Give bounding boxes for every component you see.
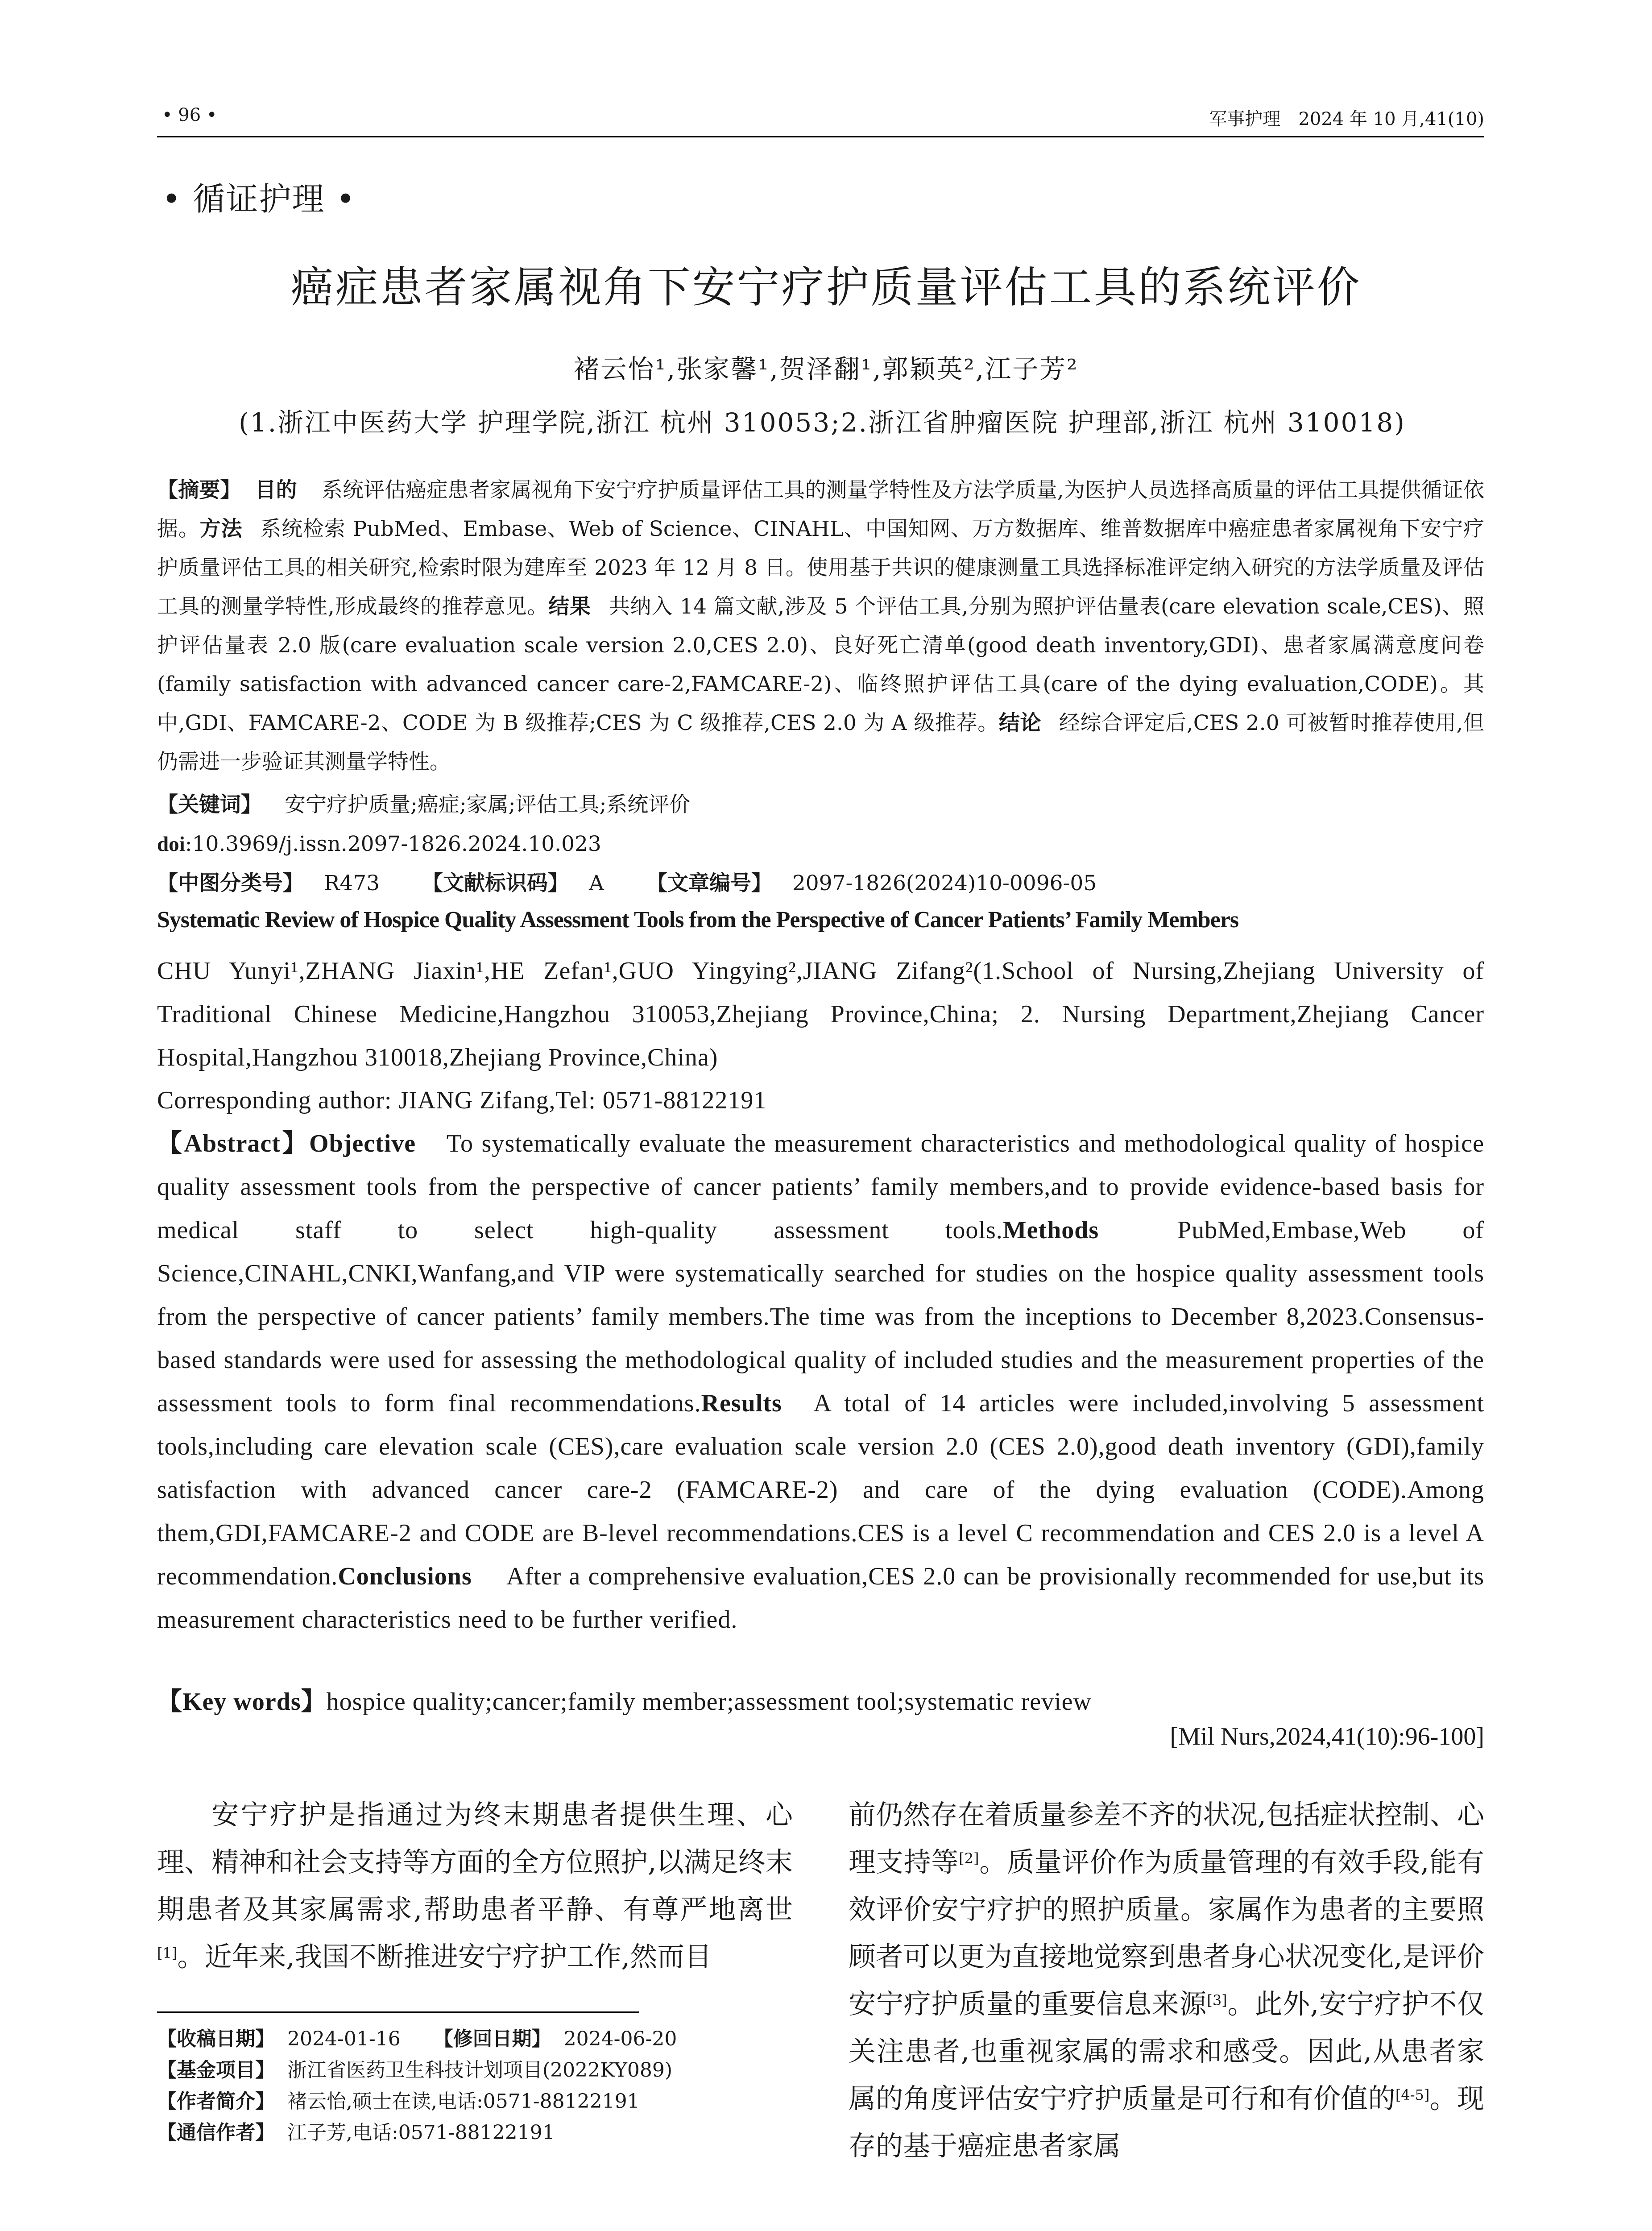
abstract-en-conclusions-label: Conclusions: [338, 1563, 472, 1590]
footnote-fund: [157, 2055, 826, 2086]
footnote-corresponding: [157, 2117, 826, 2148]
received-label: 【收稿日期】: [157, 2028, 275, 2050]
abstract-en-objective: To systematically evaluate the measurement characteristics and methodological quality of hospice quality assessment tools from the perspective of cancer patients’ family members,and to provide evidence-based basis for medical staff to select high-quality assessment tools.: [157, 1130, 1485, 1244]
author-bio-text: 褚云怡,硕士在读,电话:0571-88122191: [287, 2090, 640, 2113]
body-right-text-4: 。现存的基于癌症患者家属: [849, 2083, 1484, 2162]
footnote-dates: [157, 2024, 826, 2055]
abstract-cn-methods-label: 方法: [199, 517, 243, 541]
article-no-value: 2097-1826(2024)10-0096-05: [792, 871, 1097, 896]
corresponding-label: 【通信作者】: [157, 2121, 275, 2144]
fund-label: 【基金项目】: [157, 2059, 275, 2082]
footnote-author: [157, 2086, 826, 2117]
keywords-en-text: hospice quality;cancer;family member;assessment tool;systematic review: [326, 1688, 1092, 1716]
article-no-label: 【文章编号】: [646, 871, 772, 896]
reference-marker: [1]: [157, 1945, 178, 1961]
footnote-rule: [157, 2011, 639, 2013]
corresponding-text: 江子芳,电话:0571-88122191: [287, 2121, 555, 2144]
abstract-cn: [157, 471, 1484, 781]
revised-label: 【修回日期】: [433, 2028, 551, 2050]
doi-value: :10.3969/j.issn.2097-1826.2024.10.023: [185, 832, 601, 856]
body-right-text-3: 。此外,安宁疗护不仅关注患者,也重视家属的需求和感受。因此,从患者家属的角度评估安宁疗护质量是可行和有价值的: [849, 1988, 1484, 2115]
doi-label: doi: [157, 833, 185, 856]
abstract-en-results-label: Results: [701, 1389, 782, 1417]
revised-date: 2024-06-20: [563, 2028, 677, 2050]
abstract-cn-results-label: 结果: [548, 594, 591, 619]
corresponding-en: Corresponding author: JIANG Zifang,Tel: 0571-88122191: [157, 1086, 767, 1114]
page-number: • 96 •: [162, 105, 217, 125]
abstract-cn-conclusion: 经综合评定后,CES 2.0 可被暂时推荐使用,但仍需进一步验证其测量学特性。: [157, 711, 1484, 774]
clc-label: 【中图分类号】: [157, 871, 304, 896]
body-left-text-2: 。近年来,我国不断推进安宁疗护工作,然而目: [177, 1941, 712, 1973]
authors-en: CHU Yunyi¹,ZHANG Jiaxin¹,HE Zefan¹,GUO Yingying²,JIANG Zifang²(1.School of Nursing,Zhejiang University of Traditional Chinese Medicine,Hangzhou 310053,Zhejiang Province,China; 2. Nursing Department,Zhejiang Cancer Hospital,Hangzhou 310018,Zhejiang Province,China): [157, 957, 1484, 1071]
keywords-cn-text: 安宁疗护质量;癌症;家属;评估工具;系统评价: [284, 792, 691, 817]
abstract-en-results: A total of 14 articles were included,involving 5 assessment tools,including care elevation scale (CES),care evaluation scale version 2.0 (CES 2.0),good death inventory (GDI),family satisfaction with advanced cancer care-2 (FAMCARE-2) and care of the dying evaluation (CODE).Among them,GDI,FAMCARE-2 and CODE are B-level recommendations.CES is a level C recommendation and CES 2.0 is a level A recommendation.: [157, 1389, 1485, 1590]
header-rule: [157, 136, 1484, 137]
abstract-en-objective-label: Objective: [309, 1130, 416, 1157]
reference-marker: [3]: [1207, 1992, 1227, 2009]
keywords-cn: [157, 785, 1484, 824]
keywords-en-label: 【Key words】: [157, 1688, 327, 1716]
affiliations-cn: (1.浙江中医药大学 护理学院,浙江 杭州 310053;2.浙江省肿瘤医院 护理部,浙江 杭州 310018): [239, 407, 1406, 438]
body-paragraph: [849, 1791, 1484, 2170]
body-left-text-1: 安宁疗护是指通过为终末期患者提供生理、心理、精神和社会支持等方面的全方位照护,以满足终末期患者及其家属需求,帮助患者平静、有尊严地离世: [157, 1799, 793, 1925]
body-paragraph: [157, 1791, 793, 1981]
abstract-cn-objective-label: 目的: [255, 478, 297, 502]
article-title-cn: 癌症患者家属视角下安宁疗护质量评估工具的系统评价: [290, 262, 1362, 312]
keywords-cn-label: 【关键词】: [157, 792, 262, 817]
doc-code-label: 【文献标识码】: [422, 871, 569, 896]
article-title-en: Systematic Review of Hospice Quality Assessment Tools from the Perspective of Cancer Patients’ Family Members: [157, 907, 1239, 933]
footnotes: [157, 2024, 826, 2148]
abstract-en: [157, 1122, 1484, 1642]
doc-code-value: A: [588, 871, 604, 896]
authors-cn: 褚云怡¹,张家馨¹,贺泽翻¹,郭颖英²,江子芳²: [573, 354, 1079, 384]
abstract-cn-methods: 系统检索 PubMed、Embase、Web of Science、CINAHL、中国知网、万方数据库、维普数据库中癌症患者家属视角下安宁疗护质量评估工具的相关研究,检索时限为建库至 2023 年 12 月 8 日。使用基于共识的健康测量工具选择标准评定纳入研究的方法学质量及评估工具的测量学特性,形成最终的推荐意见。: [157, 517, 1485, 619]
fund-text: 浙江省医药卫生科技计划项目(2022KY089): [287, 2059, 673, 2082]
reference-marker: [2]: [959, 1850, 979, 1867]
abstract-cn-objective: 系统评估癌症患者家属视角下安宁疗护质量评估工具的测量学特性及方法学质量,为医护人员选择高质量的评估工具提供循证依据。: [157, 478, 1485, 541]
received-date: 2024-01-16: [287, 2028, 401, 2050]
author-bio-label: 【作者简介】: [157, 2090, 275, 2113]
abstract-en-conclusions: After a comprehensive evaluation,CES 2.0 can be provisionally recommended for use,but its measurement characteristics need to be further verified.: [157, 1563, 1485, 1634]
section-tag: • 循证护理 •: [162, 180, 356, 218]
clc-value: R473: [323, 871, 380, 896]
abstract-en-label: 【Abstract】: [157, 1130, 310, 1157]
keywords-en: [157, 1680, 1484, 1724]
abstract-en-methods: PubMed,Embase,Web of Science,CINAHL,CNKI,Wanfang,and VIP were systematically searched for studies on the hospice quality assessment tools from the perspective of cancer patients’ family members.The time was from the inceptions to December 8,2023.Consensus-based standards were used for assessing the methodological quality of included studies and the measurement properties of the assessment tools to form final recommendations.: [157, 1216, 1485, 1417]
abstract-cn-results: 共纳入 14 篇文献,涉及 5 个评估工具,分别为照护评估量表(care elevation scale,CES)、照护评估量表 2.0 版(care evaluation scale version 2.0,CES 2.0)、良好死亡清单(good death inventory,GDI)、患者家属满意度问卷(family satisfaction with advanced cancer care-2,FAMCARE-2)、临终照护评估工具(care of the dying evaluation,CODE)。其中,GDI、FAMCARE-2、CODE 为 B 级推荐;CES 为 C 级推荐,CES 2.0 为 A 级推荐。: [157, 594, 1484, 735]
body-column-left: [157, 1791, 793, 1981]
journal-issue: 军事护理 2024 年 10 月,41(10): [1209, 109, 1484, 129]
reference-marker: [4-5]: [1395, 2086, 1430, 2103]
classification-line: [157, 864, 1484, 903]
abstract-cn-conclusion-label: 结论: [998, 711, 1042, 735]
body-column-right: [849, 1791, 1484, 2170]
abstract-en-methods-label: Methods: [1002, 1216, 1099, 1244]
citation: [Mil Nurs,2024,41(10):96-100]: [1170, 1723, 1484, 1750]
abstract-cn-label: 【摘要】: [157, 478, 241, 502]
body-right-text-1: 前仍然存在着质量参差不齐的状况,包括症状控制、心理支持等: [849, 1799, 1484, 1878]
body-right-text-2: 。质量评价作为质量管理的有效手段,能有效评价安宁疗护的照护质量。家属作为患者的主要照顾者可以更为直接地觉察到患者身心状况变化,是评价安宁疗护质量的重要信息来源: [849, 1846, 1484, 2020]
doi-line: [157, 825, 1484, 864]
